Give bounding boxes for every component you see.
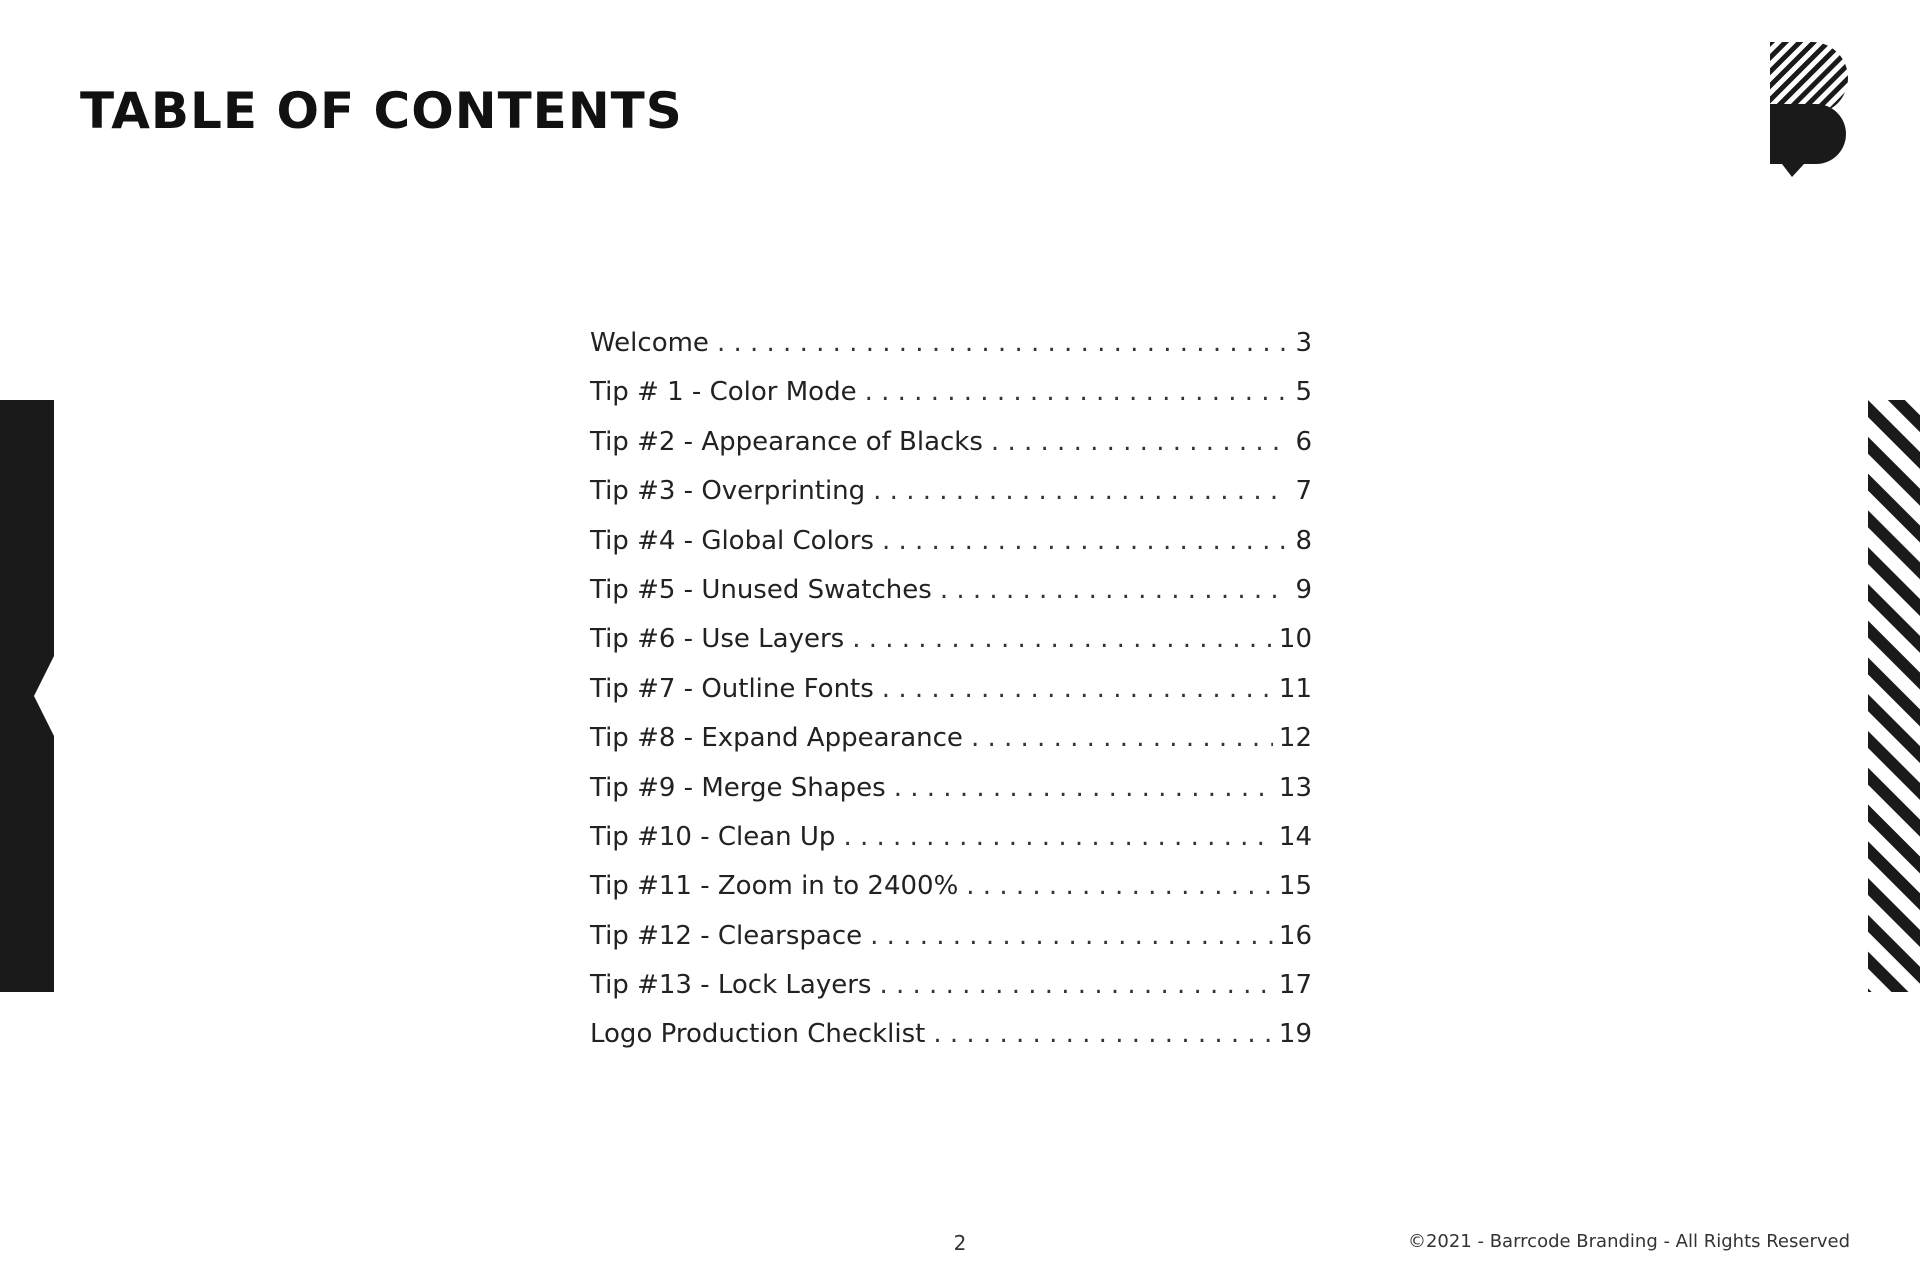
toc-entry-tip-2[interactable] [590, 427, 1312, 476]
toc-entry-label: Tip #4 - Global Colors [590, 525, 874, 556]
toc-dot-leader [882, 526, 1290, 556]
toc-entry-page: 15 [1278, 871, 1312, 902]
toc-entry-label: Welcome [590, 328, 709, 358]
toc-entry-label: Tip #8 - Expand Appearance [590, 723, 963, 754]
toc-entry-checklist[interactable] [590, 1019, 1312, 1068]
toc-dot-leader [870, 921, 1273, 951]
toc-entry-page: 5 [1295, 377, 1312, 408]
toc-entry-tip-3[interactable] [590, 476, 1312, 525]
toc-dot-leader [717, 328, 1290, 358]
toc-entry-label: Tip # 1 - Color Mode [590, 377, 857, 408]
toc-entry-tip-1[interactable] [590, 377, 1312, 426]
toc-entry-page: 16 [1278, 920, 1312, 951]
right-stripes-decoration [1868, 400, 1920, 992]
toc-entry-tip-5[interactable] [590, 575, 1312, 624]
left-decorative-bar [0, 400, 54, 992]
barrcode-b-logo-icon [1770, 40, 1864, 178]
toc-entry-page: 12 [1278, 723, 1312, 754]
toc-dot-leader [894, 773, 1273, 803]
toc-entry-label: Tip #9 - Merge Shapes [590, 772, 886, 803]
toc-entry-page: 13 [1278, 772, 1312, 803]
toc-entry-tip-11[interactable] [590, 871, 1312, 920]
toc-entry-tip-12[interactable] [590, 921, 1312, 970]
toc-dot-leader [843, 822, 1272, 852]
toc-entry-label: Tip #7 - Outline Fonts [590, 673, 874, 704]
toc-dot-leader [852, 624, 1273, 654]
toc-entry-page: 3 [1295, 328, 1312, 358]
toc-entry-label: Tip #6 - Use Layers [590, 624, 845, 655]
toc-dot-leader [933, 1019, 1273, 1049]
toc-entry-tip-7[interactable] [590, 674, 1312, 723]
toc-entry-label: Tip #3 - Overprinting [590, 476, 866, 507]
toc-entry-tip-13[interactable] [590, 970, 1312, 1019]
copyright-notice: ©2021 - Barrcode Branding - All Rights Reserved [1407, 1231, 1850, 1252]
toc-dot-leader [873, 476, 1289, 506]
toc-entry-label: Tip #10 - Clean Up [590, 821, 836, 852]
toc-entry-label: Tip #12 - Clearspace [590, 920, 863, 951]
toc-entry-label: Logo Production Checklist [590, 1019, 926, 1050]
toc-entry-page: 17 [1278, 970, 1312, 1001]
toc-dot-leader [991, 427, 1290, 457]
toc-entry-page: 9 [1295, 574, 1312, 605]
toc-dot-leader [971, 723, 1273, 753]
page-number: 2 [953, 1231, 967, 1255]
toc-entry-page: 19 [1278, 1019, 1312, 1050]
toc-entry-page: 14 [1278, 821, 1312, 852]
toc-entry-welcome[interactable] [590, 328, 1312, 377]
toc-dot-leader [865, 377, 1290, 407]
toc-dot-leader [966, 871, 1273, 901]
toc-entry-tip-10[interactable] [590, 822, 1312, 871]
toc-entry-label: Tip #13 - Lock Layers [590, 970, 872, 1001]
toc-entry-label: Tip #5 - Unused Swatches [590, 574, 932, 605]
toc-entry-label: Tip #11 - Zoom in to 2400% [590, 871, 959, 902]
toc-entry-page: 10 [1278, 624, 1312, 655]
toc-entry-tip-6[interactable] [590, 624, 1312, 673]
toc-entry-tip-8[interactable] [590, 723, 1312, 772]
toc-entry-tip-9[interactable] [590, 773, 1312, 822]
toc-entry-page: 8 [1295, 525, 1312, 556]
toc-entry-page: 6 [1295, 426, 1312, 457]
toc-entry-label: Tip #2 - Appearance of Blacks [590, 426, 983, 457]
toc-entry-page: 11 [1278, 673, 1312, 704]
toc-dot-leader [940, 575, 1290, 605]
page-title: TABLE OF CONTENTS [80, 82, 683, 140]
toc-entry-tip-4[interactable] [590, 526, 1312, 575]
table-of-contents [590, 328, 1312, 1069]
toc-entry-page: 7 [1295, 476, 1312, 507]
toc-dot-leader [879, 970, 1272, 1000]
toc-dot-leader [882, 674, 1273, 704]
